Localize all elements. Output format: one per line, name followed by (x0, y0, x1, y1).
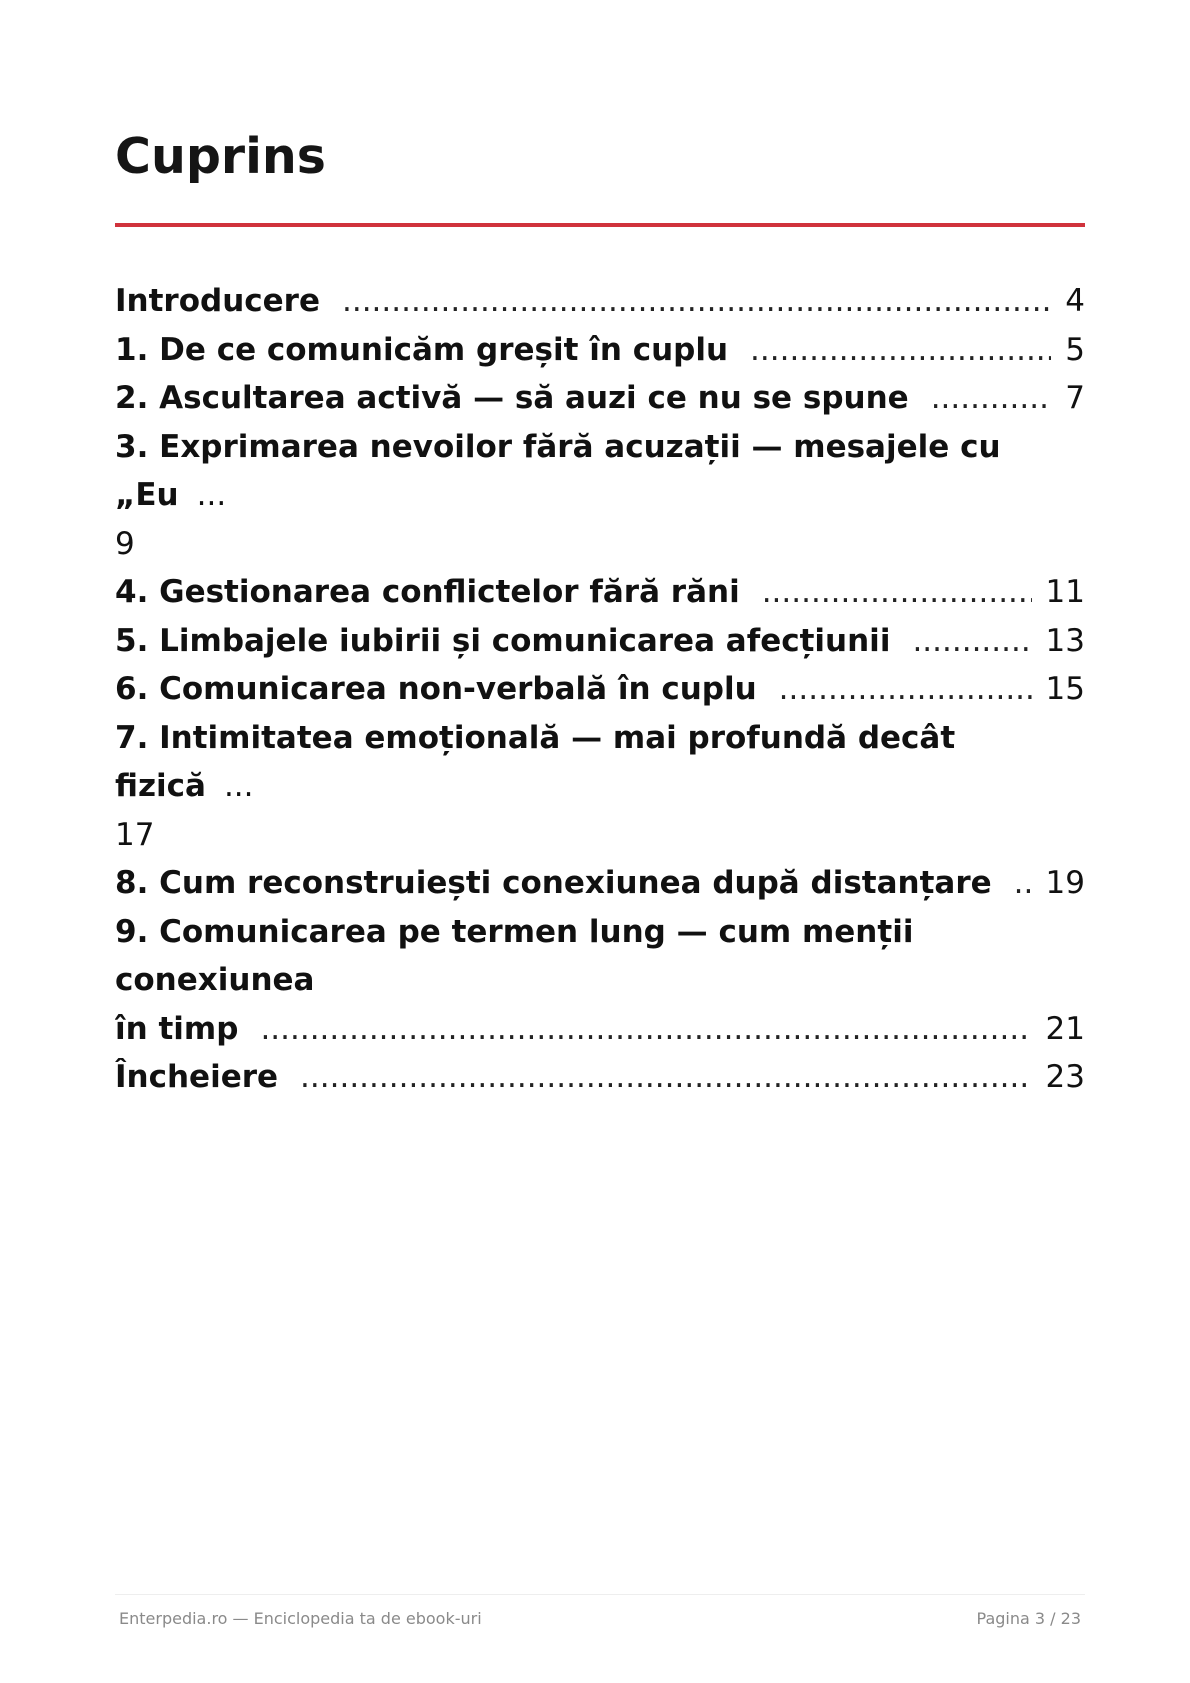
toc-dot-leader (342, 277, 1051, 326)
toc-entry-chapter-4[interactable] (115, 568, 1085, 617)
toc-entry-page: 21 (1045, 1010, 1085, 1047)
toc-entry-page: 13 (1045, 622, 1085, 659)
footer-divider (115, 1594, 1085, 1595)
toc-dot-leader (300, 1053, 1032, 1102)
toc-dot-leader (779, 665, 1032, 714)
toc-entry-chapter-7[interactable] (115, 714, 1085, 860)
toc-entry-title: 7. Intimitatea emoțională — mai profundă decât fizică (115, 719, 956, 804)
toc-entry-page: 23 (1045, 1059, 1085, 1095)
toc-entry-title-line-1: 9. Comunicarea pe termen lung — cum menții conexiunea (115, 913, 914, 998)
toc-entry-chapter-9[interactable] (115, 908, 1085, 1054)
toc-entry-incheiere[interactable] (115, 1053, 1085, 1102)
footer-page-number: Pagina 3 / 23 (976, 1609, 1081, 1628)
toc-entry-chapter-2[interactable] (115, 374, 1085, 423)
toc-dot-leader: ... (223, 768, 254, 804)
footer-site-credit: Enterpedia.ro — Enciclopedia ta de ebook-uri (119, 1609, 482, 1628)
page-title: Cuprins (115, 128, 326, 185)
toc-dot-leader (1014, 859, 1032, 908)
toc-entry-title-line-2: în timp (115, 1010, 239, 1047)
title-divider (115, 223, 1085, 227)
toc-entry-page: 5 (1065, 331, 1085, 368)
toc-entry-page: 19 (1045, 865, 1085, 901)
toc-entry-title: Introducere (115, 283, 320, 319)
toc-entry-title: 1. De ce comunicăm greșit în cuplu (115, 331, 729, 368)
toc-entry-title: 6. Comunicarea non-verbală în cuplu (115, 671, 757, 707)
table-of-contents (115, 277, 1085, 1102)
toc-entry-page: 4 (1065, 283, 1085, 319)
toc-entry-page: 9 (115, 525, 135, 562)
toc-entry-title: 5. Limbajele iubirii și comunicarea afecțiunii (115, 622, 891, 659)
toc-dot-leader (931, 374, 1052, 423)
toc-dot-leader (912, 617, 1031, 666)
toc-entry-title: 3. Exprimarea nevoilor fără acuzații — mesajele cu „Eu (115, 428, 1001, 513)
toc-entry-page: 17 (115, 816, 155, 853)
toc-entry-page: 15 (1045, 671, 1085, 707)
toc-entry-page: 7 (1065, 380, 1085, 416)
toc-entry-title: 2. Ascultarea activă — să auzi ce nu se spune (115, 380, 909, 416)
toc-entry-chapter-5[interactable] (115, 617, 1085, 666)
toc-dot-leader (260, 1005, 1031, 1054)
toc-dot-leader (762, 568, 1032, 617)
toc-entry-chapter-6[interactable] (115, 665, 1085, 714)
toc-entry-title: 4. Gestionarea conflictelor fără răni (115, 574, 740, 610)
toc-entry-introducere[interactable] (115, 277, 1085, 326)
toc-dot-leader: ... (196, 477, 227, 513)
toc-entry-title: Încheiere (115, 1059, 279, 1095)
toc-entry-chapter-1[interactable] (115, 326, 1085, 375)
toc-entry-chapter-3[interactable] (115, 423, 1085, 569)
toc-entry-page: 11 (1045, 574, 1085, 610)
toc-dot-leader (750, 326, 1051, 375)
toc-entry-second-line (115, 1005, 1085, 1054)
toc-entry-title: 8. Cum reconstruiești conexiunea după distanțare (115, 865, 992, 901)
toc-entry-chapter-8[interactable] (115, 859, 1085, 908)
